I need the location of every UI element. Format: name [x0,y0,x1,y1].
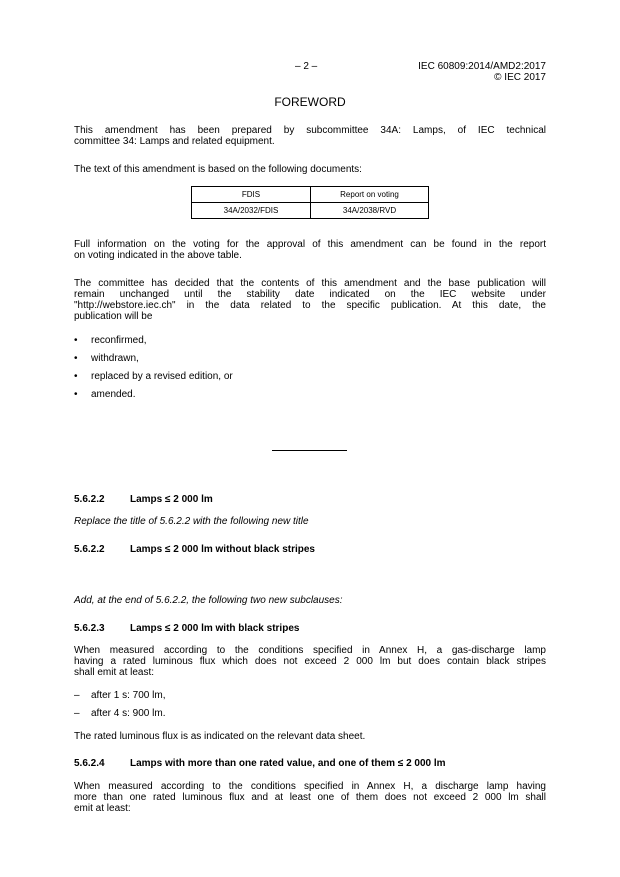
paragraph-3 [74,239,546,261]
paragraph-line: more than one rated luminous flux and at least one of them does not exceed 2 000 lm shall [74,792,546,803]
section-note: The rated luminous flux is as indicated on the relevant data sheet. [74,731,366,742]
instruction: Add, at the end of 5.6.2.2, the following two new subclauses: [74,595,343,606]
dash-marker: – [74,708,80,719]
paragraph-line: Full information on the voting for the approval of this amendment can be found in the report [74,239,546,250]
instruction: Replace the title of 5.6.2.2 with the following new title [74,516,309,527]
table-row [192,203,429,219]
list-item-text: withdrawn, [91,353,139,364]
paragraph-1 [74,125,546,147]
table-header-row [192,187,429,203]
paragraph-line: remain unchanged until the stability date indicated on the IEC website under [74,289,546,300]
section-paragraph [74,645,546,678]
section-number: 5.6.2.2 [74,544,105,555]
section-title: Lamps with more than one rated value, and one of them ≤ 2 000 lm [130,758,446,769]
list-item [74,389,546,401]
list-item [74,371,546,383]
section-title: Lamps ≤ 2 000 lm [130,494,213,505]
copyright: © IEC 2017 [494,72,546,83]
section-number: 5.6.2.2 [74,494,105,505]
paragraph-line: When measured according to the conditions specified in Annex H, a gas-discharge lamp [74,645,546,656]
list-item [74,708,546,720]
dash-marker: – [74,690,80,701]
bullet-marker: • [74,353,78,364]
list-item [74,335,546,347]
section-title: Lamps ≤ 2 000 lm with black stripes [130,623,300,634]
paragraph-line: on voting indicated in the above table. [74,250,242,261]
paragraph-line: shall emit at least: [74,667,155,678]
table-header-cell: Report on voting [311,187,429,203]
list-item [74,690,546,702]
section-number: 5.6.2.4 [74,758,105,769]
section-heading [74,623,299,635]
section-paragraph [74,781,546,814]
paragraph-line: publication will be [74,311,153,322]
paragraph-line: committee 34: Lamps and related equipment. [74,136,275,147]
paragraph-line: This amendment has been prepared by subcommittee 34A: Lamps, of IEC technical [74,125,546,136]
page-number: – 2 – [295,61,318,72]
section-title: Lamps ≤ 2 000 lm without black stripes [130,544,315,555]
dash-list [74,690,546,720]
section-number: 5.6.2.3 [74,623,105,634]
voting-table [191,186,429,219]
list-item [74,353,546,365]
list-item-text: replaced by a revised edition, or [91,371,233,382]
separator-rule [272,450,347,451]
table-cell: 34A/2032/FDIS [192,203,311,219]
bullet-marker: • [74,335,78,346]
section-heading [74,494,213,506]
bullet-marker: • [74,371,78,382]
list-item-text: after 4 s: 900 lm. [91,708,166,719]
paragraph-line: "http://webstore.iec.ch" in the data related to the specific publication. At this date, the [74,300,546,311]
paragraph-2: The text of this amendment is based on the following documents: [74,164,362,175]
bullet-list [74,335,546,401]
list-item-text: amended. [91,389,136,400]
page-title: FOREWORD [274,95,346,109]
table-cell: 34A/2038/RVD [311,203,429,219]
paragraph-line: emit at least: [74,803,131,814]
bullet-marker: • [74,389,78,400]
section-heading [74,544,315,556]
document-id: IEC 60809:2014/AMD2:2017 [418,61,546,72]
paragraph-line: When measured according to the conditions specified in Annex H, a discharge lamp having [74,781,546,792]
paragraph-line: The committee has decided that the contents of this amendment and the base publication will [74,278,546,289]
section-heading [74,758,446,770]
paragraph-line: having a rated luminous flux which does not exceed 2 000 lm but does contain black stripes [74,656,546,667]
paragraph-4 [74,278,546,322]
table-header-cell: FDIS [192,187,311,203]
list-item-text: reconfirmed, [91,335,147,346]
list-item-text: after 1 s: 700 lm, [91,690,166,701]
